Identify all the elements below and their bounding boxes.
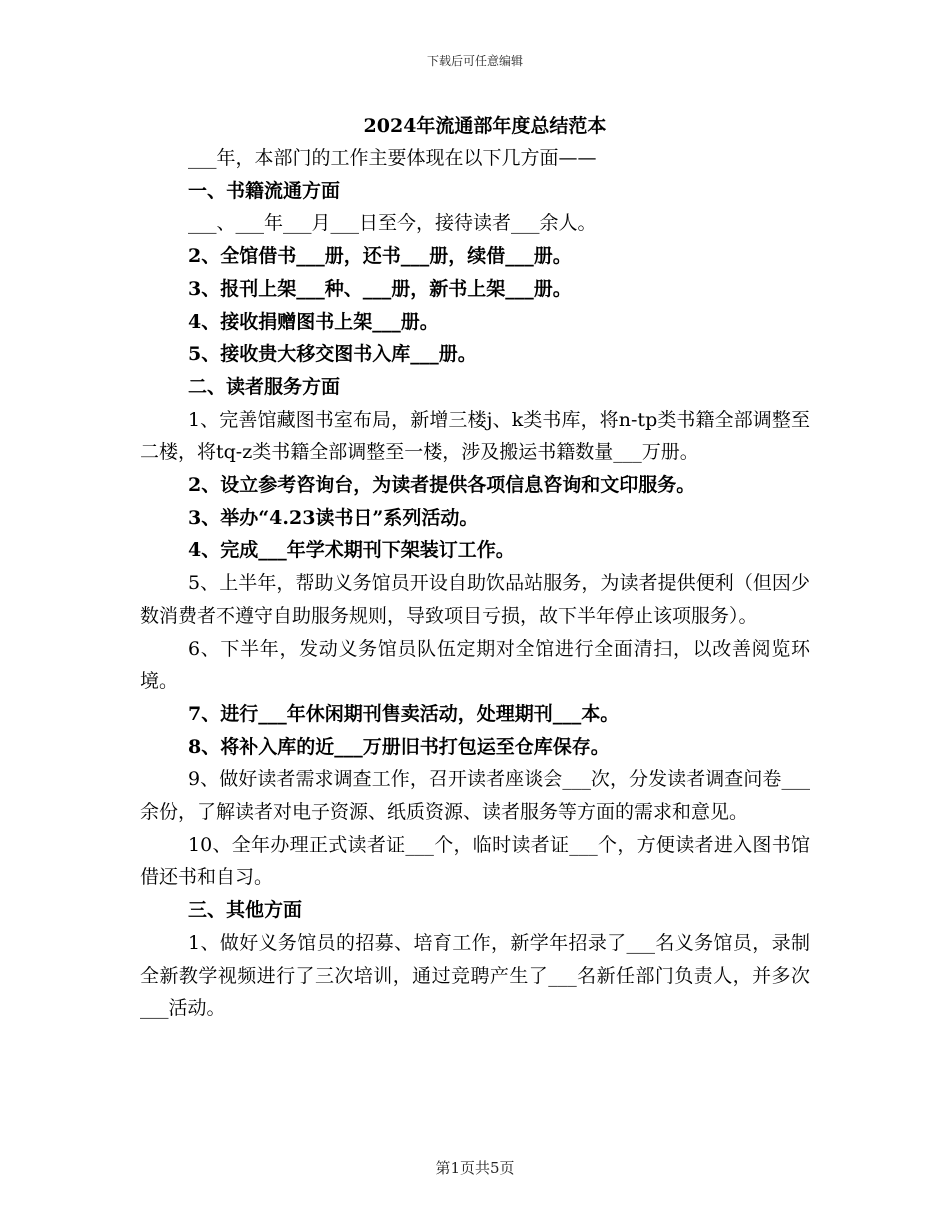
section-heading: 二、读者服务方面 — [188, 375, 341, 398]
paragraph: 9、做好读者需求调查工作，召开读者座谈会___次，分发读者调查问卷___余份，了解读者对电子资源、纸质资源、读者服务等方面的需求和意见。 — [140, 768, 810, 824]
paragraph: ___年，本部门的工作主要体现在以下几方面—— — [188, 147, 597, 169]
paragraph: 6、下半年，发动义务馆员队伍定期对全馆进行全面清扫，以改善阅览环境。 — [140, 637, 810, 693]
paragraph: 4、接收捐赠图书上架___册。 — [188, 310, 439, 333]
paragraph: 8、将补入库的近___万册旧书打包运至仓库保存。 — [188, 735, 610, 758]
paragraph: 4、完成___年学术期刊下架装订工作。 — [188, 539, 515, 562]
document-title: 2024年流通部年度总结范本 — [363, 115, 607, 137]
page-header: 下载后可任意编辑 — [426, 54, 523, 68]
paragraph: 7、进行___年休闲期刊售卖活动，处理期刊___本。 — [188, 702, 620, 725]
paragraph: 5、接收贵大移交图书入库___册。 — [188, 343, 477, 366]
paragraph: 3、举办“4.23读书日”系列活动。 — [188, 506, 479, 529]
paragraph: 2、全馆借书___册，还书___册，续借___册。 — [188, 245, 572, 268]
document-body — [140, 110, 810, 1025]
paragraph: 1、做好义务馆员的招募、培育工作，新学年招录了___名义务馆员，录制全新教学视频进行了三次培训，通过竞聘产生了___名新任部门负责人，并多次___活动。 — [140, 931, 810, 1020]
page-footer: 第1页共5页 — [435, 1159, 515, 1177]
paragraph: 3、报刊上架___种、___册，新书上架___册。 — [188, 277, 572, 300]
section-heading: 三、其他方面 — [188, 899, 303, 922]
paragraph: 2、设立参考咨询台，为读者提供各项信息咨询和文印服务。 — [188, 474, 696, 497]
section-heading: 一、书籍流通方面 — [188, 179, 341, 202]
paragraph: 5、上半年，帮助义务馆员开设自助饮品站服务，为读者提供便利（但因少数消费者不遵守自助服务规则，导致项目亏损，故下半年停止该项服务）。 — [140, 572, 810, 627]
paragraph: ___、___年___月___日至今，接待读者___余人。 — [188, 212, 597, 235]
paragraph: 1、完善馆藏图书室布局，新增三楼j、k类书库，将n-tp类书籍全部调整至二楼，将tq-z类书籍全部调整至一楼，涉及搬运书籍数量___万册。 — [140, 408, 810, 464]
paragraph: 10、全年办理正式读者证___个，临时读者证___个，方便读者进入图书馆借还书和自习。 — [140, 833, 810, 889]
